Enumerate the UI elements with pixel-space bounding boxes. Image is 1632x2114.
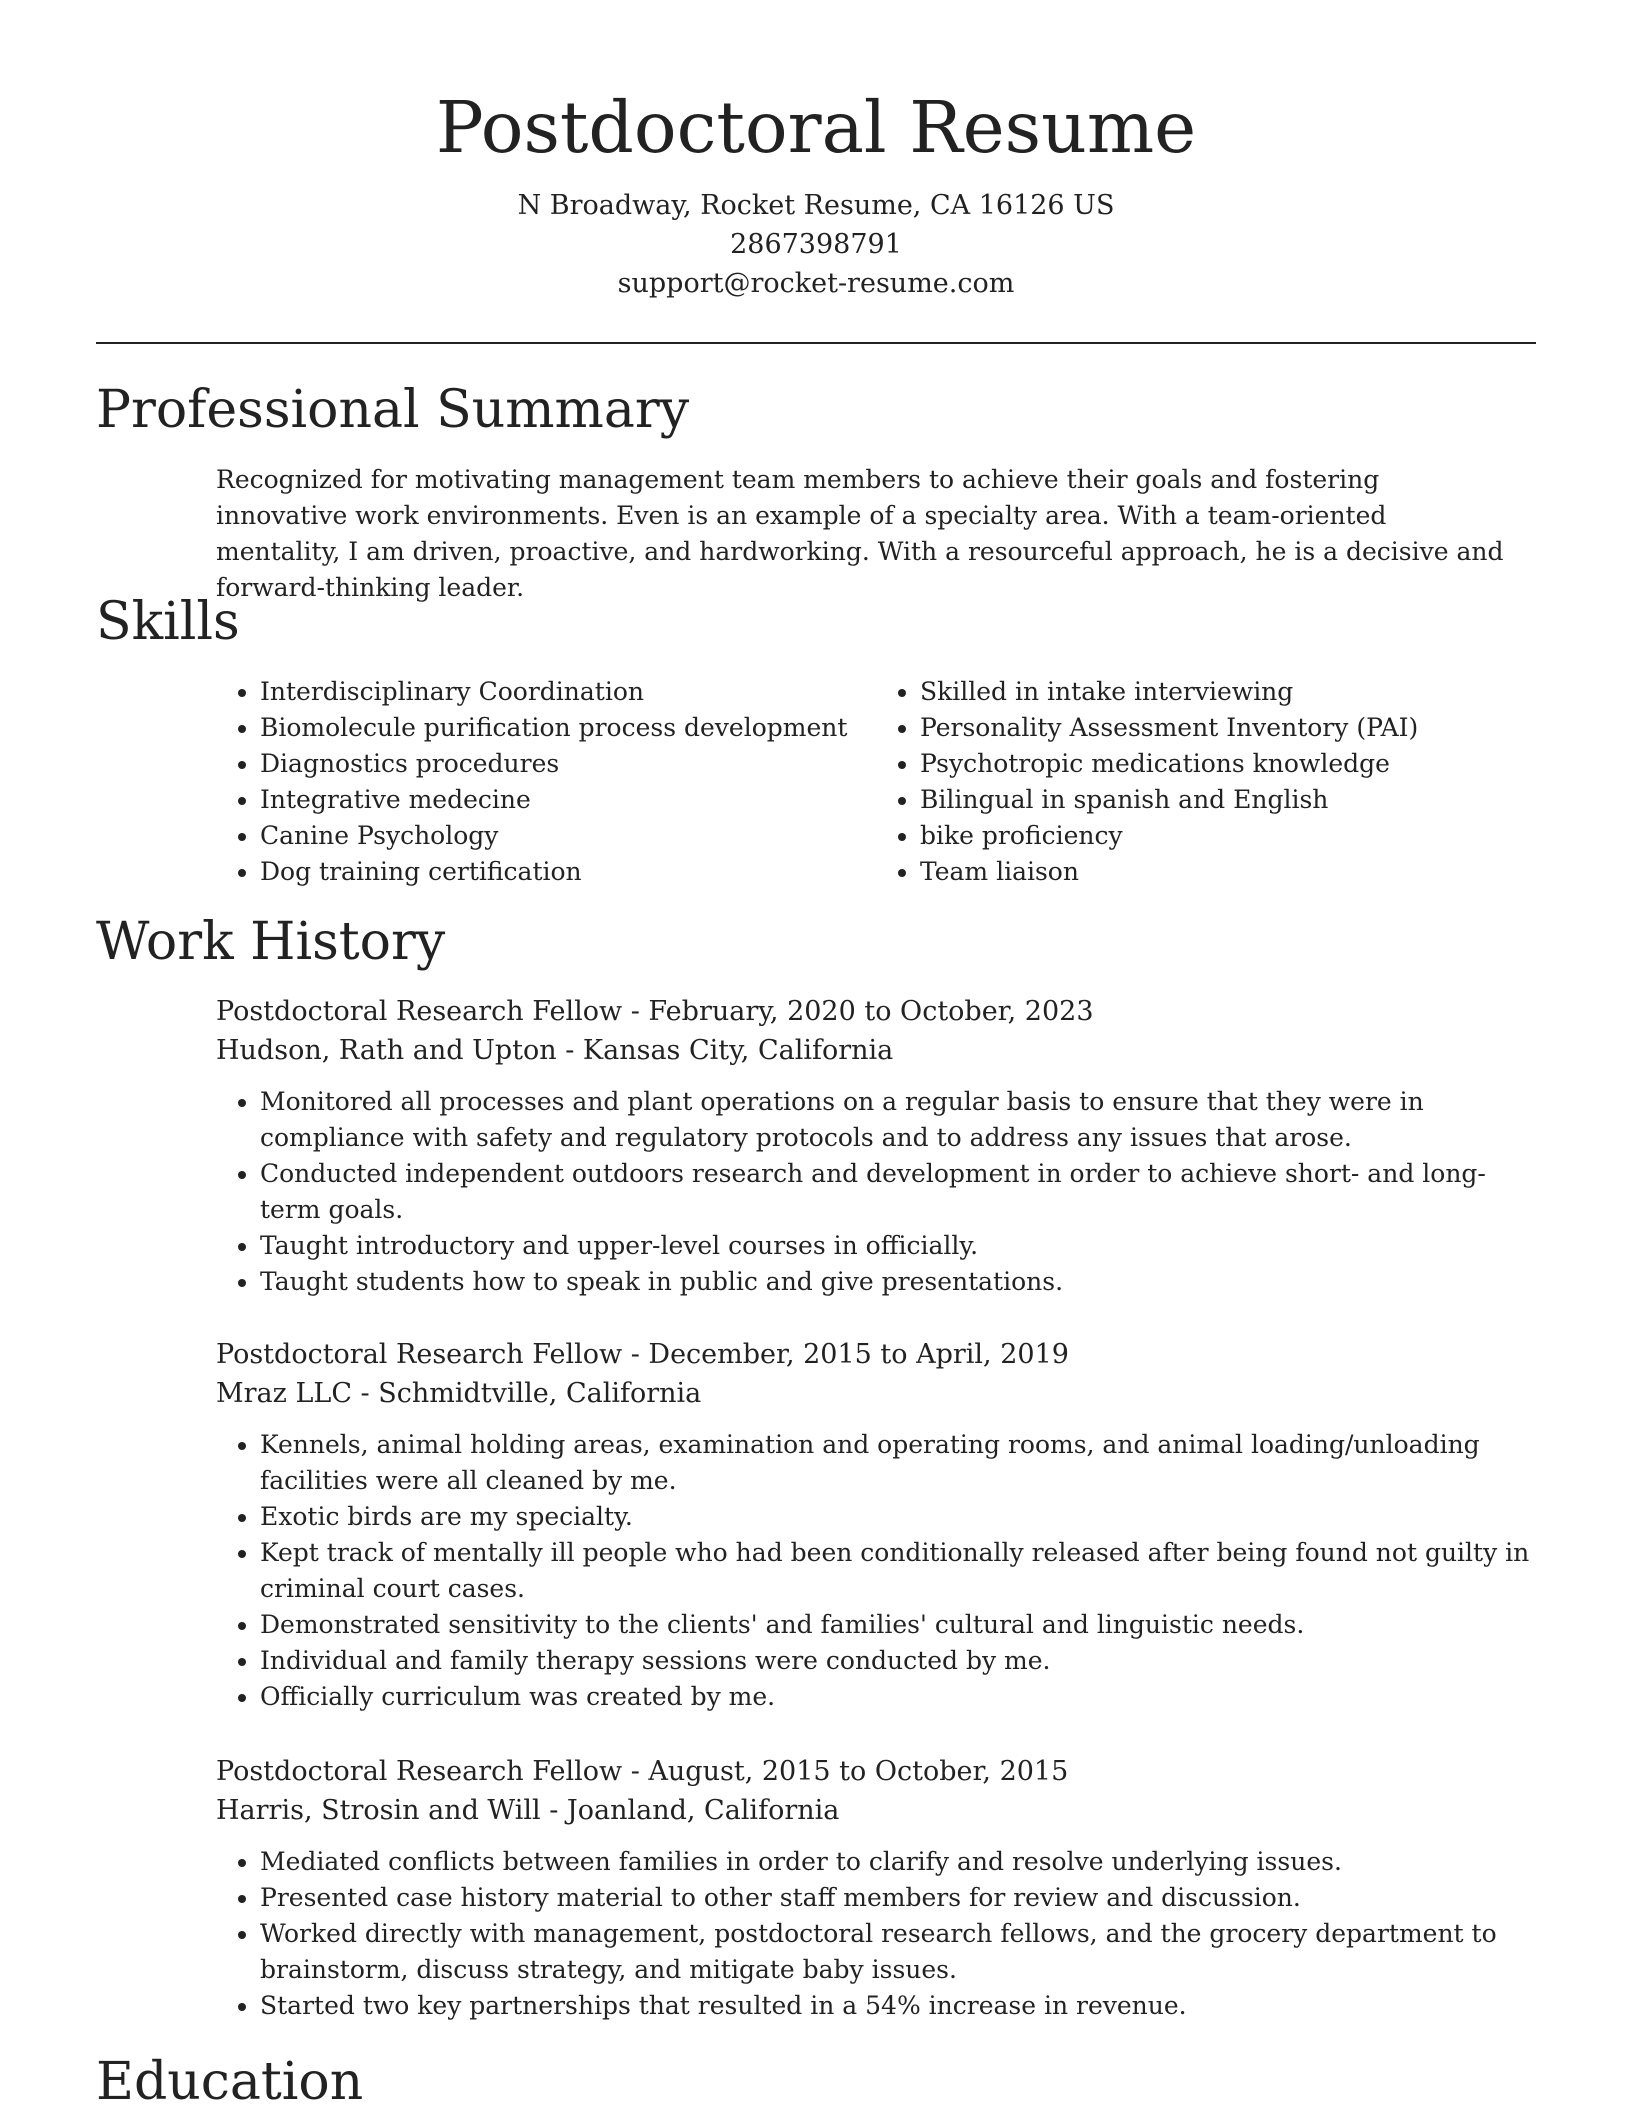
section-title-work-history: Work History — [96, 912, 446, 972]
skill-item: • Diagnostics procedures — [260, 746, 876, 782]
section-title-education: Education — [96, 2052, 364, 2112]
job-entry — [216, 1335, 1536, 1715]
resume-name: Postdoctoral Resume — [435, 86, 1197, 169]
job-bullet: • Started two key partnerships that resulted in a 54% increase in revenue. — [260, 1988, 1536, 2024]
skill-item: • Team liaison — [920, 854, 1536, 890]
section-title-summary: Professional Summary — [96, 380, 690, 440]
job-bullet: • Conducted independent outdoors research and development in order to achieve short- and long-term goals. — [260, 1156, 1536, 1228]
skill-item: • Psychotropic medications knowledge — [920, 746, 1536, 782]
skill-item: • Interdisciplinary Coordination — [260, 674, 876, 710]
skill-item: • bike proficiency — [920, 818, 1536, 854]
resume-header — [0, 0, 1632, 303]
skill-item: • Personality Assessment Inventory (PAI) — [920, 710, 1536, 746]
job-title-dates: Postdoctoral Research Fellow - August, 2015 to October, 2015 — [216, 1756, 1069, 1787]
header-divider — [96, 342, 1536, 344]
job-bullets — [216, 1427, 1536, 1715]
skills-column-left — [216, 674, 876, 890]
skill-item: • Dog training certification — [260, 854, 876, 890]
phone: 2867398791 — [730, 229, 902, 260]
skill-item: • Canine Psychology — [260, 818, 876, 854]
job-company-location: Harris, Strosin and Will - Joanland, California — [216, 1795, 840, 1826]
contact-info — [0, 186, 1632, 303]
job-company-location: Mraz LLC - Schmidtville, California — [216, 1378, 702, 1409]
job-bullet: • Kept track of mentally ill people who had been conditionally released after being found not guilty in criminal court cases. — [260, 1535, 1536, 1607]
email: support@rocket-resume.com — [617, 268, 1015, 299]
job-bullet: • Monitored all processes and plant operations on a regular basis to ensure that they were in compliance with safety and regulatory protocols and to address any issues that arose. — [260, 1084, 1536, 1156]
job-bullets — [216, 1844, 1536, 2024]
job-title-dates: Postdoctoral Research Fellow - December, 2015 to April, 2019 — [216, 1339, 1069, 1370]
skill-item: • Integrative medecine — [260, 782, 876, 818]
job-bullet: • Presented case history material to other staff members for review and discussion. — [260, 1880, 1536, 1916]
job-title-dates: Postdoctoral Research Fellow - February, 2020 to October, 2023 — [216, 996, 1094, 1027]
job-bullet: • Individual and family therapy sessions were conducted by me. — [260, 1643, 1536, 1679]
job-company-location: Hudson, Rath and Upton - Kansas City, California — [216, 1035, 894, 1066]
job-bullet: • Exotic birds are my specialty. — [260, 1499, 1536, 1535]
job-bullet: • Worked directly with management, postdoctoral research fellows, and the grocery department to brainstorm, discuss strategy, and mitigate baby issues. — [260, 1916, 1536, 1988]
skill-item: • Bilingual in spanish and English — [920, 782, 1536, 818]
job-bullet: • Taught students how to speak in public and give presentations. — [260, 1264, 1536, 1300]
job-bullet: • Demonstrated sensitivity to the clients' and families' cultural and linguistic needs. — [260, 1607, 1536, 1643]
job-bullet: • Taught introductory and upper-level courses in officially. — [260, 1228, 1536, 1264]
skills-list — [216, 674, 1536, 890]
skill-item: • Skilled in intake interviewing — [920, 674, 1536, 710]
skills-column-right — [876, 674, 1536, 890]
section-title-skills: Skills — [96, 592, 240, 652]
summary-text: Recognized for motivating management team members to achieve their goals and fostering innovative work environments. Even is an example of a specialty area. With a team-oriented mentality, I am driven, proactive, and hardworking. With a resourceful approach, he is a decisive and forward-thinking leader. — [216, 465, 1504, 602]
job-entry — [216, 992, 1536, 1300]
address: N Broadway, Rocket Resume, CA 16126 US — [517, 190, 1115, 221]
job-bullet: • Officially curriculum was created by me. — [260, 1679, 1536, 1715]
job-bullets — [216, 1084, 1536, 1300]
job-entry — [216, 1752, 1536, 2024]
job-bullet: • Kennels, animal holding areas, examination and operating rooms, and animal loading/unloading facilities were all cleaned by me. — [260, 1427, 1536, 1499]
skill-item: • Biomolecule purification process development — [260, 710, 876, 746]
job-bullet: • Mediated conflicts between families in order to clarify and resolve underlying issues. — [260, 1844, 1536, 1880]
